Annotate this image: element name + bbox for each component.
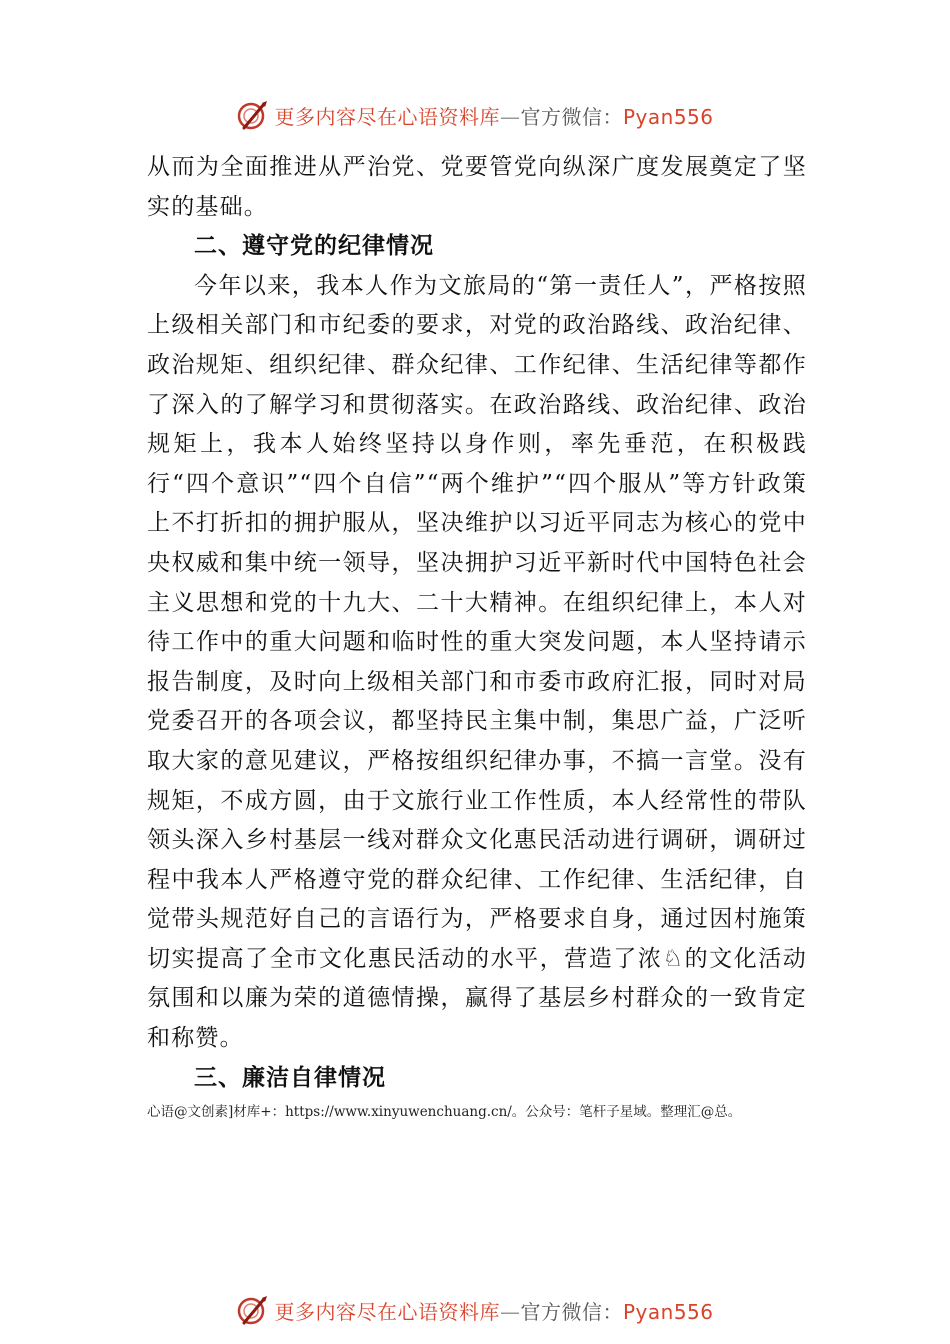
source-footnote: 心语@文创素]材库+：https://www.xinyuwenchuang.cn/。公众号：笔杆子星域。整理汇@总。	[147, 1104, 742, 1120]
brush-logo-icon	[236, 1293, 270, 1327]
footer-banner	[0, 1290, 950, 1330]
banner-title: 更多内容尽在心语资料库	[274, 1299, 500, 1324]
document-body	[147, 148, 807, 1098]
banner-wechat-id: Pyan556	[622, 1299, 714, 1324]
paragraph-2: 今年以来，我本人作为文旅局的“第一责任人”，严格按照上级相关部门和市纪委的要求，对党的政治路线、政治纪律、政治规矩、组织纪律、群众纪律、工作纪律、生活纪律等都作了深入的了解学习和贯彻落实。在政治路线、政治纪律、政治规矩上，我本人始终坚持以身作则，率先垂范，在积极践行“四个意识”“四个自信”“两个维护”“四个服从”等方针政策上不打折扣的拥护服从，坚决维护以习近平同志为核心的党中央权威和集中统一领导，坚决拥护习近平新时代中国特色社会主义思想和党的十九大、二十大精神。在组织纪律上，本人对待工作中的重大问题和临时性的重大突发问题，本人坚持请示报告制度，及时向上级相关部门和市委市政府汇报，同时对局党委召开的各项会议，都坚持民主集中制，集思广益，广泛听取大家的意见建议，严格按组织纪律办事，不搞一言堂。没有规矩，不成方圆，由于文旅行业工作性质，本人经常性的带队领头深入乡村基层一线对群众文化惠民活动进行调研，调研过程中我本人严格遵守党的群众纪律、工作纪律、生活纪律，自觉带头规范好自己的言语行为，严格要求自身，通过因村施策切实提高了全市文化惠民活动的水平，营造了浓♘的文化活动氛围和以廉为荣的道德情操，赢得了基层乡村群众的一致肯定和称赞。	[147, 272, 807, 1052]
banner-wechat-label: 官方微信：	[520, 1299, 623, 1324]
section-heading-2: 二、遵守党的纪律情况	[194, 233, 434, 260]
header-banner	[0, 95, 950, 135]
section-heading-3: 三、廉洁自律情况	[194, 1064, 386, 1091]
banner-title: 更多内容尽在心语资料库	[274, 104, 500, 129]
paragraph-1: 从而为全面推进从严治党、党要管党向纵深广度发展奠定了坚实的基础。	[147, 154, 807, 220]
banner-wechat-label: 官方微信：	[520, 104, 623, 129]
banner-text	[274, 1296, 713, 1325]
banner-dash: —	[499, 1299, 521, 1324]
brush-logo-icon	[236, 98, 270, 132]
banner-text	[274, 101, 713, 130]
banner-dash: —	[499, 104, 521, 129]
banner-wechat-id: Pyan556	[622, 104, 714, 129]
